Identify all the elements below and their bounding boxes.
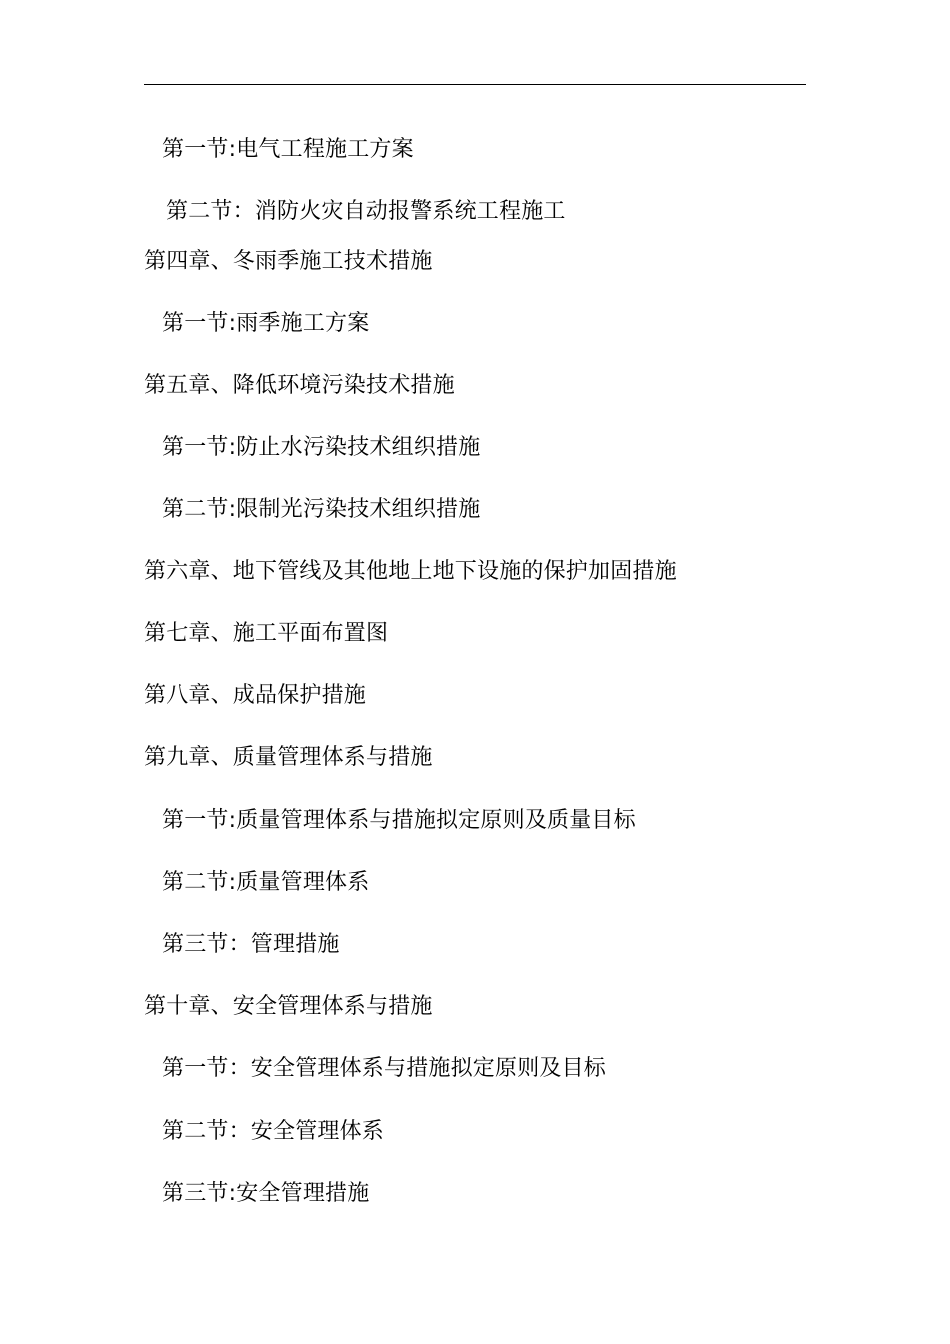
toc-chapter: 第六章、地下管线及其他地上地下设施的保护加固措施: [144, 559, 677, 584]
toc-section: 第三节：管理措施: [162, 932, 340, 957]
toc-chapter: 第七章、施工平面布置图: [144, 621, 389, 646]
toc-chapter: 第十章、安全管理体系与措施: [144, 994, 433, 1019]
toc-section: 第一节:电气工程施工方案: [162, 137, 414, 162]
toc-chapter: 第五章、降低环境污染技术措施: [144, 373, 455, 398]
toc-section: 第二节:限制光污染技术组织措施: [162, 497, 481, 522]
toc-chapter: 第四章、冬雨季施工技术措施: [144, 249, 433, 274]
toc-section: 第二节：消防火灾自动报警系统工程施工: [166, 199, 566, 224]
toc-section: 第一节:雨季施工方案: [162, 311, 370, 336]
toc-chapter: 第九章、质量管理体系与措施: [144, 745, 433, 770]
toc-section: 第一节:防止水污染技术组织措施: [162, 435, 481, 460]
toc-chapter: 第八章、成品保护措施: [144, 683, 367, 708]
header-rule: [144, 84, 806, 85]
toc-section: 第一节:质量管理体系与措施拟定原则及质量目标: [162, 808, 636, 833]
toc-section: 第二节:质量管理体系: [162, 870, 370, 895]
toc-section: 第三节:安全管理措施: [162, 1181, 370, 1206]
toc-section: 第二节：安全管理体系: [162, 1119, 385, 1144]
toc-section: 第一节：安全管理体系与措施拟定原则及目标: [162, 1056, 607, 1081]
